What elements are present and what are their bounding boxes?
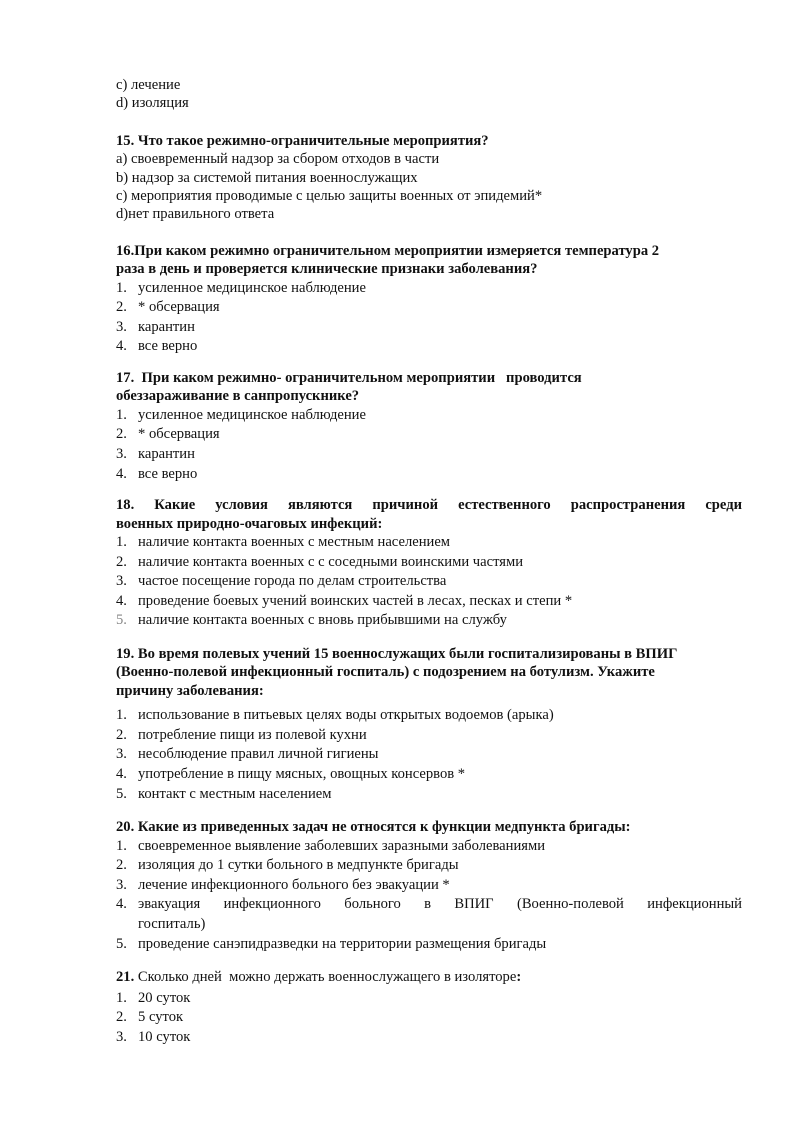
option-text: 20 суток <box>138 989 191 1006</box>
question-20-option-2 <box>116 856 742 876</box>
option-text: наличие контакта военных с вновь прибывшими на службу <box>138 612 507 629</box>
option-text: потребление пищи из полевой кухни <box>138 726 367 743</box>
option-number: 3. <box>116 318 127 335</box>
question-17-option-2 <box>116 425 742 445</box>
option-number: 5. <box>116 935 127 952</box>
question-20-option-4 <box>116 895 742 934</box>
option-number: 1. <box>116 837 127 854</box>
option-number: 1. <box>116 534 127 551</box>
question-19-title-line-3: причину заболевания: <box>116 682 264 699</box>
question-16-title-line-1: 16.При каком режимно ограничительном мероприятии измеряется температура 2 <box>116 242 660 259</box>
option-number: 2. <box>116 299 127 316</box>
question-18-title-line-1: 18. Какие условия являются причиной естественного распространения среди <box>116 497 742 514</box>
option-number: 4. <box>116 592 127 609</box>
question-19-option-2 <box>116 726 742 746</box>
question-16-title <box>116 242 742 279</box>
option-number: 5. <box>116 785 127 802</box>
question-18-option-2 <box>116 553 742 573</box>
option-number: 1. <box>116 279 127 296</box>
option-number: 1. <box>116 707 127 724</box>
question-20-option-1 <box>116 837 742 857</box>
question-15-title: 15. Что такое режимно-ограничительные мероприятия? <box>116 132 489 149</box>
question-19-option-3 <box>116 745 742 765</box>
option-text: лечение инфекционного больного без эвакуации * <box>138 876 450 893</box>
question-17-options <box>116 406 742 484</box>
question-18-title-line-2: военных природно-очаговых инфекций: <box>116 515 383 532</box>
option-text: все верно <box>138 338 198 355</box>
option-number: 2. <box>116 857 127 874</box>
option-number: 4. <box>116 896 127 913</box>
question-19-option-1 <box>116 706 742 726</box>
question-16-title-line-2: раза в день и проверяется клинические признаки заболевания? <box>116 261 538 278</box>
option-number: 4. <box>116 465 127 482</box>
question-17-option-4 <box>116 465 742 485</box>
question-21-number: 21. <box>116 969 135 986</box>
option-number: 3. <box>116 1028 127 1045</box>
option-number: 5. <box>116 612 127 629</box>
question-18-option-4 <box>116 592 742 612</box>
option-text: усиленное медицинское наблюдение <box>138 279 366 296</box>
question-19-title-line-2: (Военно-полевой инфекционный госпиталь) с подозрением на ботулизм. Укажите <box>116 664 655 681</box>
option-text: проведение боевых учений воинских частей в лесах, песках и степи * <box>138 592 573 609</box>
option-number: 2. <box>116 1009 127 1026</box>
option-text <box>138 895 742 934</box>
option-text: наличие контакта военных с местным населением <box>138 534 451 551</box>
option-c-previous: c) лечение <box>116 77 181 93</box>
question-18-title <box>116 496 742 533</box>
question-17-title-line-2: обеззараживание в санпропускнике? <box>116 388 360 405</box>
question-17-title-line-1: 17. При каком режимно- ограничительном мероприятии проводится <box>116 370 582 387</box>
option-text: своевременное выявление заболевших заразными заболеваниями <box>138 837 546 854</box>
question-16-option-4 <box>116 337 742 357</box>
question-16-option-3 <box>116 318 742 338</box>
question-21-options <box>116 989 742 1048</box>
option-text: карантин <box>138 446 195 463</box>
option-text: * обсервация <box>138 426 220 443</box>
question-15-option-b: b) надзор за системой питания военнослужащих <box>116 169 418 186</box>
option-text: 10 суток <box>138 1028 191 1045</box>
question-15-option-a: a) своевременный надзор за сбором отходов в части <box>116 151 440 168</box>
option-text: изоляция до 1 сутки больного в медпункте бригады <box>138 857 459 874</box>
option-text-line-2: госпиталь) <box>138 915 206 932</box>
option-number: 3. <box>116 573 127 590</box>
question-20-options <box>116 837 742 955</box>
option-number: 4. <box>116 338 127 355</box>
option-number: 3. <box>116 876 127 893</box>
question-16-option-1 <box>116 279 742 299</box>
question-20-option-5 <box>116 935 742 955</box>
question-19-title-line-1: 19. Во время полевых учений 15 военнослужащих были госпитализированы в ВПИГ <box>116 646 678 662</box>
option-text: несоблюдение правил личной гигиены <box>138 746 379 763</box>
question-17-option-1 <box>116 406 742 426</box>
question-19-title <box>116 645 742 700</box>
option-text: частое посещение города по делам строительства <box>138 573 447 590</box>
option-number: 1. <box>116 406 127 423</box>
question-18-option-1 <box>116 533 742 553</box>
question-15-option-c: c) мероприятия проводимые с целью защиты военных от эпидемий* <box>116 188 543 205</box>
question-19-option-4 <box>116 765 742 785</box>
option-text: усиленное медицинское наблюдение <box>138 406 366 423</box>
document-content <box>116 76 742 1047</box>
option-number: 3. <box>116 446 127 463</box>
option-number: 2. <box>116 553 127 570</box>
question-20-option-3 <box>116 876 742 896</box>
option-text: * обсервация <box>138 299 220 316</box>
option-number: 3. <box>116 746 127 763</box>
option-text: использование в питьевых целях воды открытых водоемов (арыка) <box>138 707 554 724</box>
option-text-line-1: эвакуация инфекционного больного в ВПИГ (Военно-полевой инфекционный <box>138 896 742 913</box>
question-21-title <box>116 968 742 986</box>
option-text: проведение санэпидразведки на территории размещения бригады <box>138 935 547 952</box>
option-text: все верно <box>138 465 198 482</box>
question-18-options <box>116 533 742 631</box>
option-text: 5 суток <box>138 1009 184 1026</box>
question-17-title <box>116 369 742 406</box>
question-21-colon: : <box>516 969 522 986</box>
option-text: наличие контакта военных с с соседными воинскими частями <box>138 553 524 570</box>
question-21-option-3 <box>116 1028 742 1048</box>
question-19-options <box>116 706 742 804</box>
option-number: 2. <box>116 426 127 443</box>
question-18-option-5 <box>116 611 742 631</box>
option-number: 4. <box>116 766 127 782</box>
question-19-option-5 <box>116 785 742 805</box>
option-text: контакт с местным населением <box>138 785 332 802</box>
question-21-option-1 <box>116 989 742 1009</box>
option-d-previous: d) изоляция <box>116 95 189 112</box>
question-17-option-3 <box>116 445 742 465</box>
question-20-title: 20. Какие из приведенных задач не относятся к функции медпункта бригады: <box>116 819 631 836</box>
question-16-option-2 <box>116 298 742 318</box>
question-15-option-d: d)нет правильного ответа <box>116 206 275 223</box>
question-16-options <box>116 279 742 357</box>
question-18-option-3 <box>116 572 742 592</box>
question-21-text: Сколько дней можно держать военнослужащего в изоляторе <box>134 969 517 986</box>
option-text: карантин <box>138 318 195 335</box>
option-text: употребление в пищу мясных, овощных консервов * <box>138 766 466 782</box>
question-21-option-2 <box>116 1008 742 1028</box>
option-number: 2. <box>116 726 127 743</box>
option-number: 1. <box>116 989 127 1006</box>
